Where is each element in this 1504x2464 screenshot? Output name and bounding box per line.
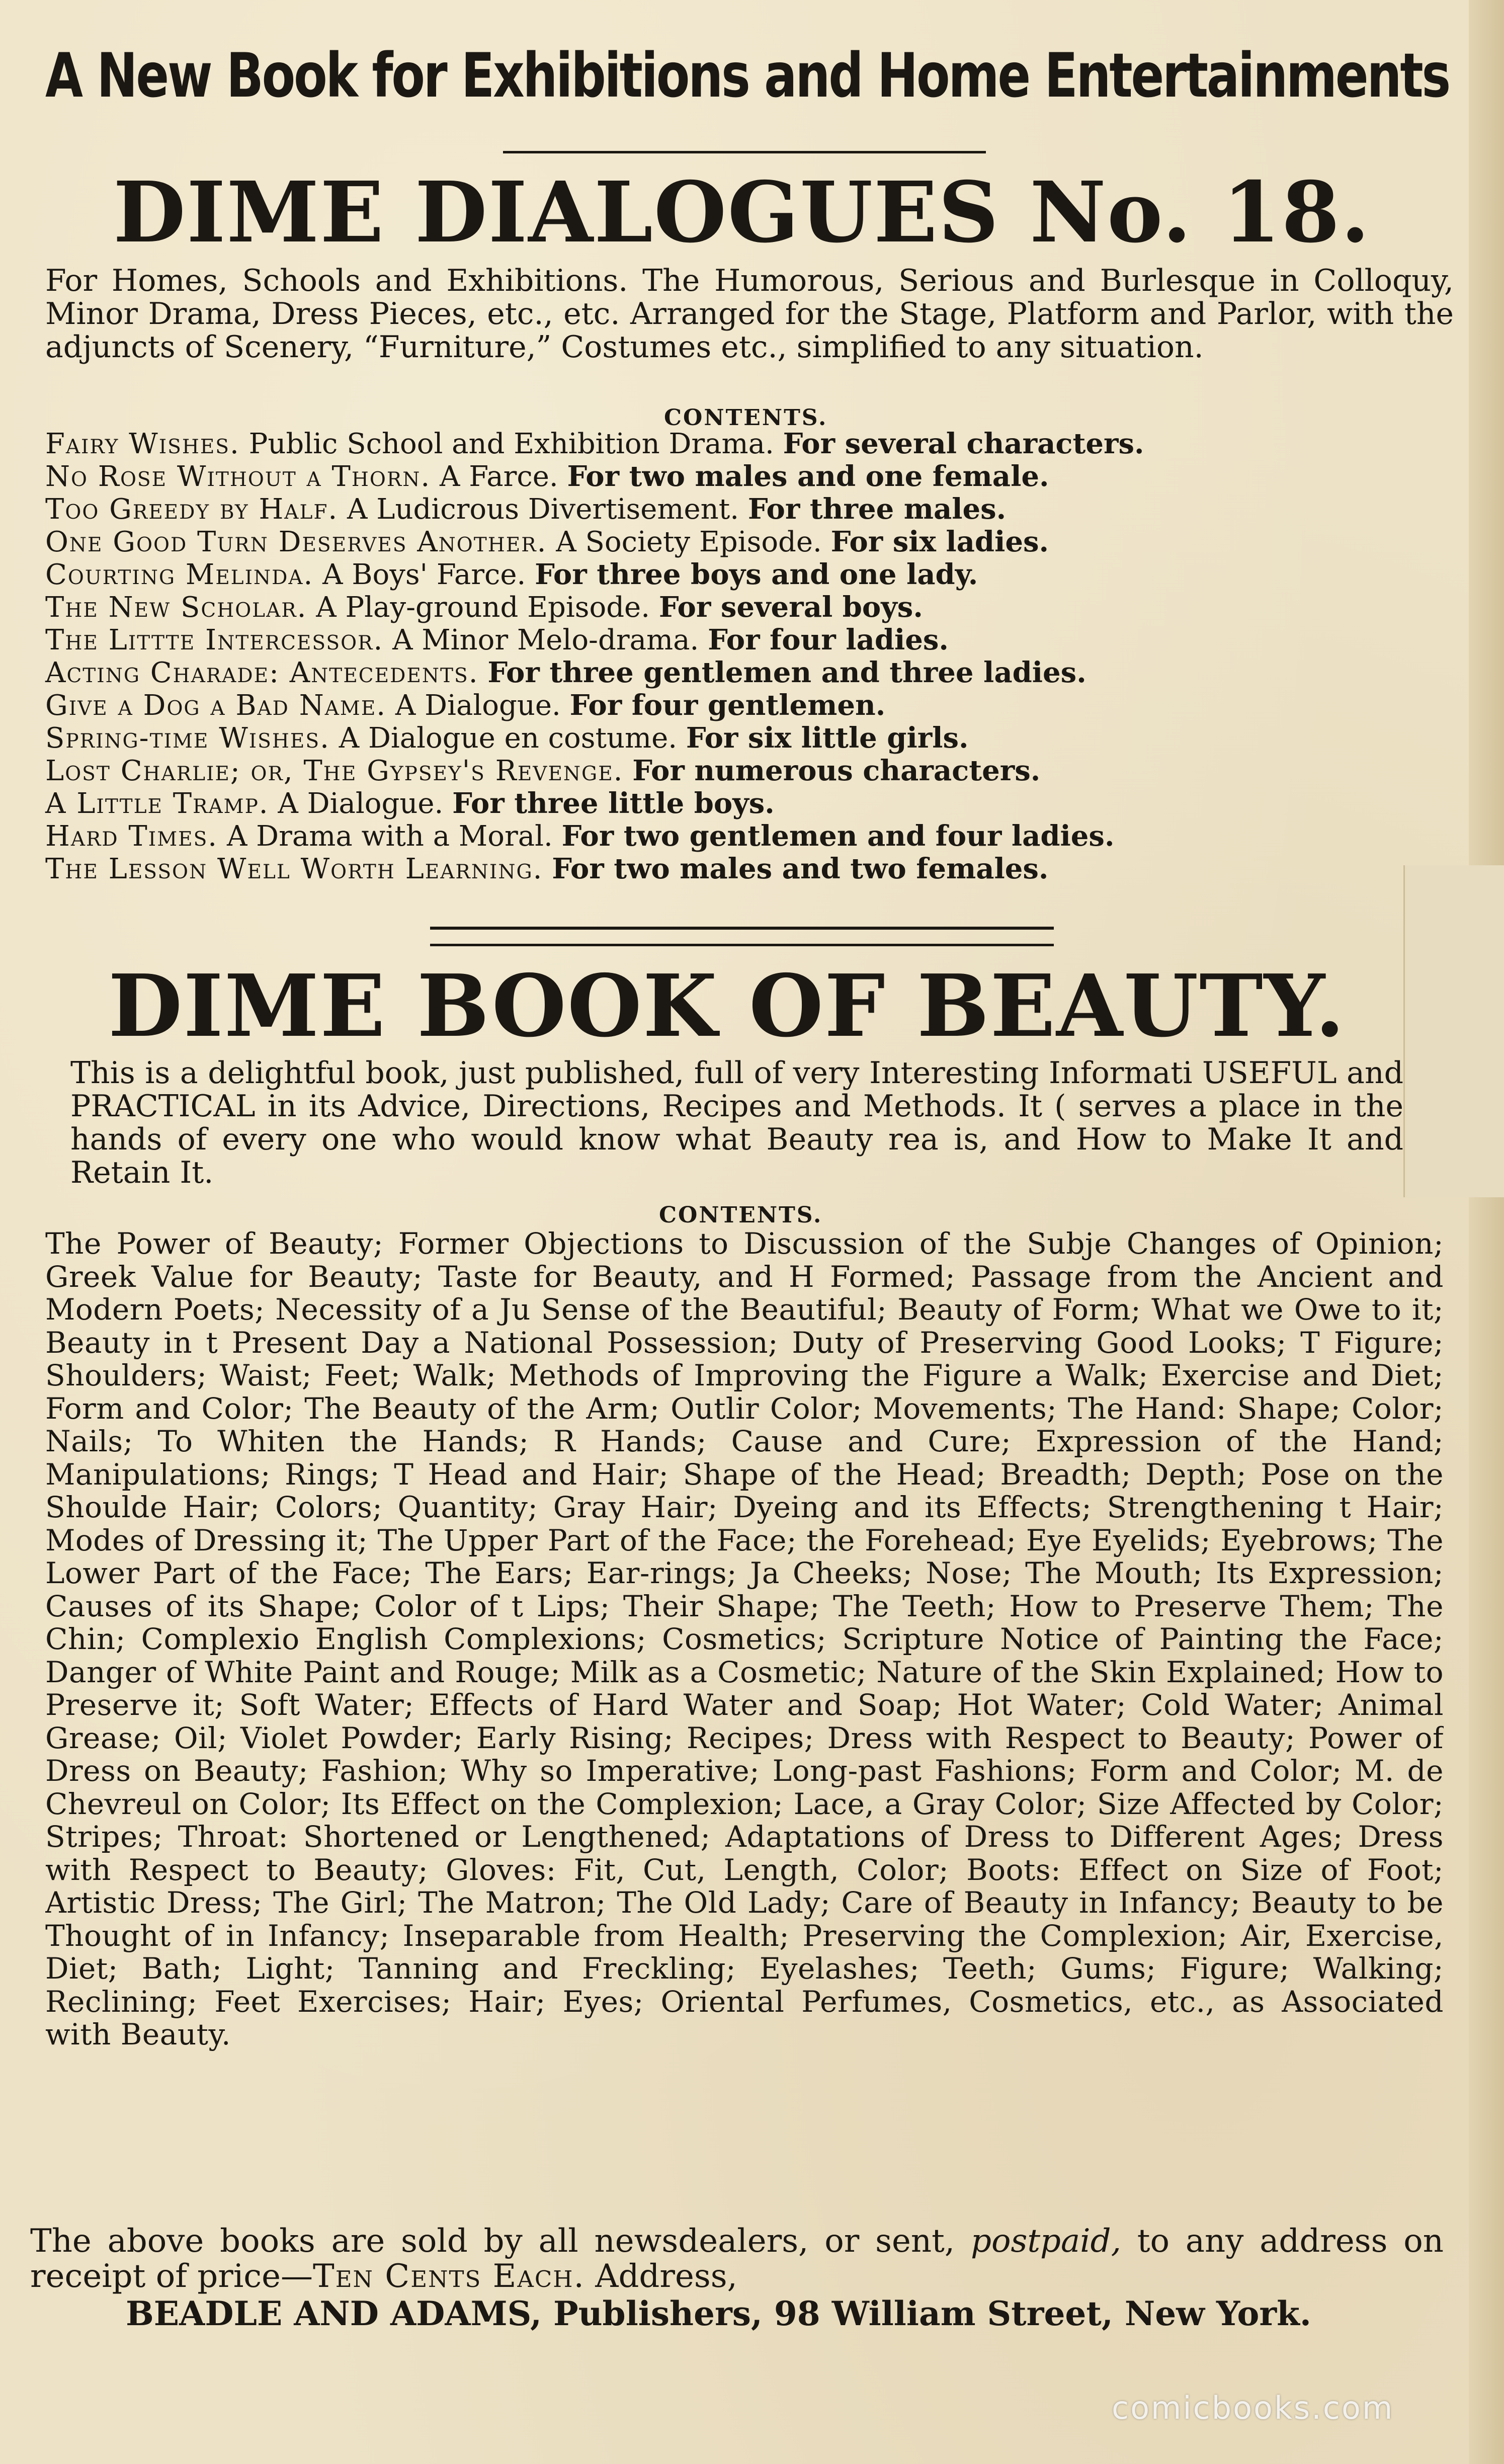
sales-notice-prefix: The above books are sold by all newsdealers, or sent, [30,2223,955,2260]
section-divider-bottom [430,944,1054,946]
dime-book-of-beauty-title: DIME BOOK OF BEAUTY. [108,956,1346,1056]
entry-cast: For six little girls. [686,721,969,755]
entry-title: Hard Times. [45,820,218,853]
entry-cast: For three males. [747,492,1007,526]
entry-title: Spring-time Wishes. [45,722,330,755]
entry-cast: For several boys. [658,591,923,624]
contents-entry [45,493,1449,526]
entry-title: Lost Charlie; or, The Gypsey's Revenge. [45,755,624,787]
entry-cast: For three little boys. [452,787,775,820]
dime-dialogues-contents-label: CONTENTS. [664,405,828,431]
entry-description: A Dialogue. [278,787,444,820]
entry-description: A Dialogue en costume. [339,722,678,755]
contents-entry [45,428,1449,460]
watermark: comicbooks.com [1112,2390,1394,2426]
contents-entry [45,624,1449,656]
entry-cast: For three boys and one lady. [535,558,978,591]
entry-description: A Farce. [439,460,558,493]
entry-title: One Good Turn Deserves Another. [45,526,547,558]
entry-cast: For several characters. [783,427,1144,460]
entry-title: The Lesson Well Worth Learning. [45,853,543,885]
dime-dialogues-contents-list [45,428,1449,885]
contents-entry [45,689,1449,722]
entry-cast: For four gentlemen. [569,689,886,722]
entry-description: A Minor Melo-drama. [392,624,699,656]
contents-entry [45,755,1449,787]
entry-title: Too Greedy by Half. [45,493,339,526]
dime-dialogues-title: DIME DIALOGUES No. 18. [113,163,1371,262]
entry-cast: For four ladies. [708,623,949,656]
entry-cast: For two males and two females. [552,852,1049,885]
entry-cast: For three gentlemen and three ladies. [487,656,1087,689]
book-of-beauty-contents-label: CONTENTS. [659,1202,823,1228]
sales-notice-mid: to any address on receipt of price— [30,2223,1444,2295]
page-headline: A New Book for Exhibitions and Home Entertainments [45,40,1450,111]
entry-description: A Dialogue. [395,689,561,722]
entry-title: The Littte Intercessor. [45,624,384,656]
sales-notice-suffix: Address, [595,2258,737,2295]
entry-description: A Boys' Farce. [322,558,526,591]
entry-description: A Play-ground Episode. [316,591,650,624]
entry-title: No Rose Without a Thorn. [45,460,431,493]
contents-entry [45,722,1449,755]
entry-cast: For six ladies. [830,525,1049,558]
contents-entry [45,787,1449,820]
contents-entry [45,656,1449,689]
sales-notice [30,2224,1444,2294]
entry-cast: For two gentlemen and four ladies. [561,819,1115,853]
torn-paper-patch [1403,865,1504,1197]
entry-description: A Drama with a Moral. [226,820,553,853]
book-of-beauty-intro: This is a delightful book, just published, full of very Interesting Informati USEFUL and PRACTICAL in its Advice, Directions, Recipes and Methods. It ( serves a place in the hands of every one who would know what Beauty rea is, and How to Make It and Retain It. [70,1056,1403,1190]
entry-title: A Little Tramp. [45,787,269,820]
sales-notice-price: Ten Cents Each. [313,2258,585,2295]
dime-dialogues-intro: For Homes, Schools and Exhibitions. The Humorous, Serious and Burlesque in Colloquy, Minor Drama, Dress Pieces, etc., etc. Arranged for the Stage, Platform and Parlor, with the adjuncts of Scenery, “Furniture,” Costumes etc., simplified to any situation. [45,263,1454,365]
section-divider-top [430,927,1054,930]
contents-entry [45,591,1449,624]
entry-title: Courting Melinda. [45,558,314,591]
headline-rule [503,151,986,153]
entry-description: Public School and Exhibition Drama. [248,428,774,460]
entry-description: A Society Episode. [556,526,822,558]
entry-title: Fairy Wishes. [45,428,240,460]
entry-title: The New Scholar. [45,591,307,624]
publisher-address: BEADLE AND ADAMS, Publishers, 98 William Street, New York. [126,2294,1311,2333]
entry-description: A Ludicrous Divertisement. [347,493,739,526]
book-of-beauty-contents-text: The Power of Beauty; Former Objections to Discussion of the Subje Changes of Opinion; Greek Value for Beauty; Taste for Beauty, and H Formed; Passage from the Ancient and Modern Poets; Necessity of a Ju Sense of the Beautiful; Beauty of Form; What we Owe to it; Beauty in t Present Day a National Possession; Duty of Preserving Good Looks; T Figure; Shoulders; Waist; Feet; Walk; Methods of Improving the Figure a Walk; Exercise and Diet; Form and Color; The Beauty of the Arm; Outlir Color; Movements; The Hand: Shape; Color; Nails; To Whiten the Hands; R Hands; Cause and Cure; Expression of the Hand; Manipulations; Rings; T Head and Hair; Shape of the Head; Breadth; Depth; Pose on the Shoulde Hair; Colors; Quantity; Gray Hair; Dyeing and its Effects; Strengthening t Hair; Modes of Dressing it; The Upper Part of the Face; the Forehead; Eye Eyelids; Eyebrows; The Lower Part of the Face; The Ears; Ear-rings; Ja Cheeks; Nose; The Mouth; Its Expression; Causes of its Shape; Color of t Lips; Their Shape; The Teeth; How to Preserve Them; The Chin; Complexio English Complexions; Cosmetics; Scripture Notice of Painting the Face; Danger of White Paint and Rouge; Milk as a Cosmetic; Nature of the Skin Explained; How to Preserve it; Soft Water; Effects of Hard Water and Soap; Hot Water; Cold Water; Animal Grease; Oil; Violet Powder; Early Rising; Recipes; Dress with Respect to Beauty; Power of Dress on Beauty; Fashion; Why so Imperative; Long-past Fashions; Form and Color; M. de Chevreul on Color; Its Effect on the Complexion; Lace, a Gray Color; Size Affected by Color; Stripes; Throat: Shortened or Lengthened; Adaptations of Dress to Different Ages; Dress with Respect to Beauty; Gloves: Fit, Cut, Length, Color; Boots: Effect on Size of Foot; Artistic Dress; The Girl; The Matron; The Old Lady; Care of Beauty in Infancy; Beauty to be Thought of in Infancy; Inseparable from Health; Preserving the Complexion; Air, Exercise, Diet; Bath; Light; Tanning and Freckling; Eyelashes; Teeth; Gums; Figure; Walking; Reclining; Feet Exercises; Hair; Eyes; Oriental Perfumes, Cosmetics, etc., as Associated with Beauty. [45,1227,1444,2051]
page-edge [1469,0,1504,2464]
entry-cast: For numerous characters. [632,754,1041,787]
sales-notice-postpaid: postpaid, [970,2223,1121,2260]
entry-title: Acting Charade: Antecedents. [45,656,479,689]
contents-entry [45,558,1449,591]
entry-cast: For two males and one female. [567,460,1049,493]
contents-entry [45,526,1449,558]
entry-title: Give a Dog a Bad Name. [45,689,387,722]
contents-entry [45,820,1449,853]
contents-entry [45,853,1449,885]
contents-entry [45,460,1449,493]
